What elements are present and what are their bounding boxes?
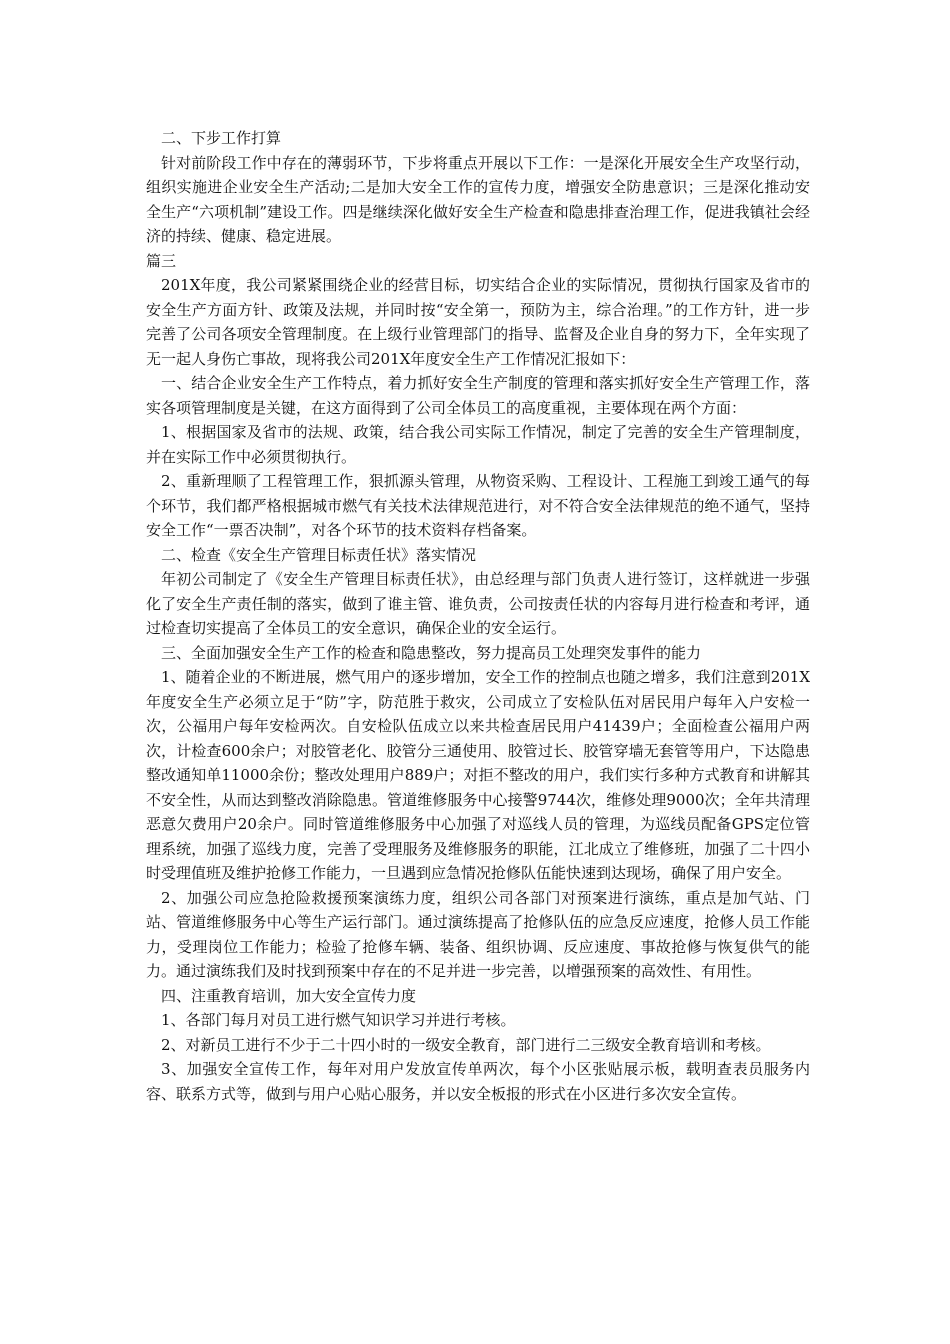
paragraph-item-3-2: 2、加强公司应急抢险救援预案演练力度，组织公司各部门对预案进行演练，重点是加气站、门站、管道维修服务中心等生产运行部门。通过演练提高了抢修队伍的应急反应速度，抢修人员工作能力，受理岗位工作能力；检验了抢修车辆、装备、组织协调、反应速度、事故抢修与恢复供气的能力。通过演练我们及时找到预案中存在的不足并进一步完善，以增强预案的高效性、有用性。 [146,888,810,980]
paragraph-section-one: 一、结合企业安全生产工作特点，着力抓好安全生产制度的管理和落实抓好安全生产管理工作，落实各项管理制度是关键，在这方面得到了公司全体员工的高度重视，主要体现在两个方面： [146,374,810,417]
paragraph-item-1-2: 2、重新理顺了工程管理工作，狠抓源头管理，从物资采购、工程设计、工程施工到竣工通气的每个环节，我们都严格根据城市燃气有关技术法律规范进行，对不符合安全法律规范的绝不通气，坚持安全工作“一票否决制”，对各个环节的技术资料存档备案。 [146,472,810,539]
paragraph-annual-intro: 201X年度，我公司紧紧围绕企业的经营目标，切实结合企业的实际情况，贯彻执行国家及省市的安全生产方面方针、政策及法规，并同时按“安全第一，预防为主，综合治理。”的工作方针，进一步完善了公司各项安全管理制度。在上级行业管理部门的指导、监督及企业自身的努力下，全年实现了无一起人身伤亡事故，现将我公司201X年度安全生产工作情况汇报如下： [146,276,810,368]
chapter-heading-part-three: 篇三 [146,251,177,270]
paragraph-item-4-1: 1、各部门每月对员工进行燃气知识学习并进行考核。 [161,1011,516,1029]
section-heading-inspection: 三、全面加强安全生产工作的检查和隐患整改，努力提高员工处理突发事件的能力 [161,643,702,662]
paragraph-responsibility-body: 年初公司制定了《安全生产管理目标责任状》，由总经理与部门负责人进行签订，这样就进一步强化了安全生产责任制的落实，做到了谁主管、谁负责，公司按责任状的内容每月进行检查和考评，通过检查切实提高了全体员工的安全意识，确保企业的安全运行。 [146,570,810,637]
paragraph-item-4-3: 3、加强安全宣传工作，每年对用户发放宣传单两次，每个小区张贴展示板，载明查表员服务内容、联系方式等，做到与用户心贴心服务，并以安全板报的形式在小区进行多次安全宣传。 [146,1060,810,1103]
document-body [146,126,810,1106]
section-heading-training: 四、注重教育培训，加大安全宣传力度 [161,986,417,1005]
paragraph-next-steps-body: 针对前阶段工作中存在的薄弱环节，下步将重点开展以下工作：一是深化开展安全生产攻坚行动，组织实施进企业安全生产活动;二是加大安全工作的宣传力度，增强安全防患意识；三是深化推动安全生产“六项机制”建设工作。四是继续深化做好安全生产检查和隐患排查治理工作，促进我镇社会经济的持续、健康、稳定进展。 [146,153,810,245]
section-heading-responsibility: 二、检查《安全生产管理目标责任状》落实情况 [161,545,477,564]
paragraph-item-4-2: 2、对新员工进行不少于二十四小时的一级安全教育，部门进行二三级安全教育培训和考核。 [161,1035,771,1054]
section-heading-next-steps: 二、下步工作打算 [161,129,282,147]
paragraph-item-3-1: 1、随着企业的不断进展，燃气用户的逐步增加，安全工作的控制点也随之增多，我们注意到201X年度安全生产必须立足于“防”字，防范胜于救灾，公司成立了安检队伍对居民用户每年入户安检一次，公福用户每年安检两次。自安检队伍成立以来共检查居民用户41439户；全面检查公福用户两次，计检查600余户；对胶管老化、胶管分三通使用、胶管过长、胶管穿墙无套管等用户，下达隐患整改通知单11000余份；整改处理用户889户；对拒不整改的用户，我们实行多种方式教育和讲解其不安全性，从而达到整改消除隐患。管道维修服务中心接警9744次，维修处理9000次；全年共清理恶意欠费用户20余户。同时管道维修服务中心加强了对巡线人员的管理，为巡线员配备GPS定位管理系统，加强了巡线力度，完善了受理服务及维修服务的职能，江北成立了维修班，加强了二十四小时受理值班及维护抢修工作能力，一旦遇到应急情况抢修队伍能快速到达现场，确保了用户安全。 [146,668,810,882]
paragraph-item-1-1: 1、根据国家及省市的法规、政策，结合我公司实际工作情况，制定了完善的安全生产管理制度，并在实际工作中必须贯彻执行。 [146,423,810,466]
